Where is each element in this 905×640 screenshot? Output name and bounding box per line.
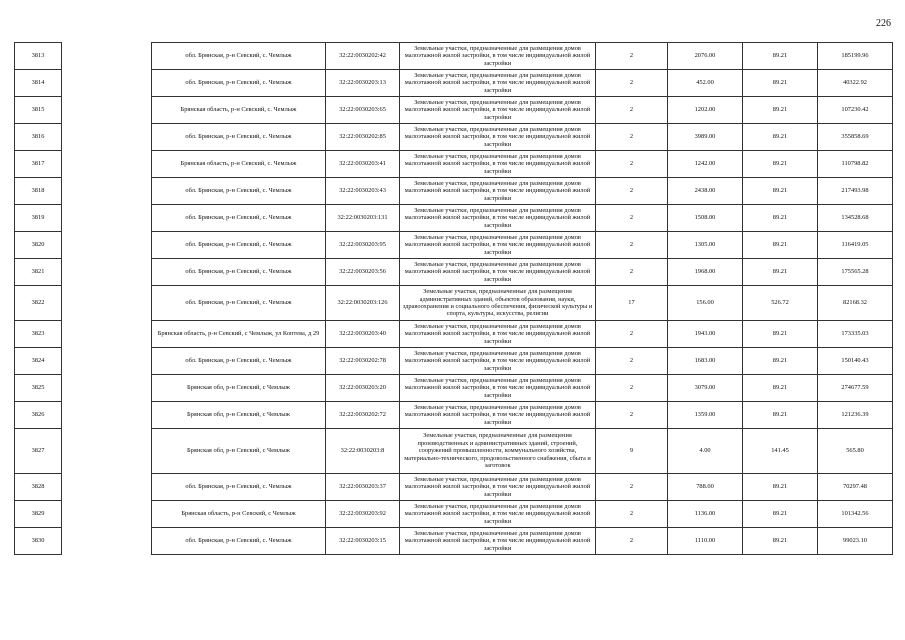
specific-value-cell: 89.21 bbox=[743, 528, 818, 555]
land-use-group-cell: 2 bbox=[596, 151, 668, 178]
spacer-cell bbox=[62, 348, 152, 375]
page-number: 226 bbox=[876, 18, 891, 29]
table-row bbox=[15, 97, 893, 124]
table-row bbox=[15, 402, 893, 429]
spacer-cell bbox=[62, 178, 152, 205]
cadastral-number-cell: 32:22:0030203:41 bbox=[326, 151, 400, 178]
row-number-cell: 3815 bbox=[15, 97, 62, 124]
cadastral-value-cell: 110798.82 bbox=[818, 151, 893, 178]
cadastral-value-cell: 70297.48 bbox=[818, 474, 893, 501]
land-use-description-cell: Земельные участки, предназначенные для размещения домов малоэтажной жилой застройки, в том числе индивидуальной жилой застройки bbox=[400, 43, 596, 70]
cadastral-value-cell: 99023.10 bbox=[818, 528, 893, 555]
specific-value-cell: 141.45 bbox=[743, 429, 818, 474]
specific-value-cell: 89.21 bbox=[743, 232, 818, 259]
cadastral-value-cell: 185199.96 bbox=[818, 43, 893, 70]
row-number-cell: 3829 bbox=[15, 501, 62, 528]
address-cell: Брянская обл, р-н Севский, с Чемлыж bbox=[152, 402, 326, 429]
land-use-description-cell: Земельные участки, предназначенные для размещения домов малоэтажной жилой застройки, в том числе индивидуальной жилой застройки bbox=[400, 178, 596, 205]
address-cell: обл. Брянская, р-н Севский, с. Чемлыж bbox=[152, 259, 326, 286]
row-number-cell: 3821 bbox=[15, 259, 62, 286]
cadastral-value-cell: 101342.56 bbox=[818, 501, 893, 528]
area-cell: 1242.00 bbox=[668, 151, 743, 178]
row-number-cell: 3813 bbox=[15, 43, 62, 70]
land-use-group-cell: 2 bbox=[596, 474, 668, 501]
specific-value-cell: 89.21 bbox=[743, 124, 818, 151]
specific-value-cell: 89.21 bbox=[743, 97, 818, 124]
land-use-group-cell: 17 bbox=[596, 286, 668, 321]
row-number-cell: 3825 bbox=[15, 375, 62, 402]
land-use-group-cell: 2 bbox=[596, 178, 668, 205]
land-use-group-cell: 2 bbox=[596, 97, 668, 124]
cadastral-value-cell: 217493.98 bbox=[818, 178, 893, 205]
land-use-description-cell: Земельные участки, предназначенные для размещения домов малоэтажной жилой застройки, в том числе индивидуальной жилой застройки bbox=[400, 151, 596, 178]
specific-value-cell: 89.21 bbox=[743, 205, 818, 232]
row-number-cell: 3830 bbox=[15, 528, 62, 555]
area-cell: 1359.00 bbox=[668, 402, 743, 429]
land-use-group-cell: 2 bbox=[596, 501, 668, 528]
table-row bbox=[15, 501, 893, 528]
land-use-description-cell: Земельные участки, предназначенные для размещения домов малоэтажной жилой застройки, в том числе индивидуальной жилой застройки bbox=[400, 259, 596, 286]
land-use-group-cell: 2 bbox=[596, 43, 668, 70]
table-row bbox=[15, 429, 893, 474]
address-cell: Брянская обл, р-н Севский, с Чемлыж bbox=[152, 429, 326, 474]
land-use-group-cell: 2 bbox=[596, 259, 668, 286]
table-row bbox=[15, 348, 893, 375]
land-use-description-cell: Земельные участки, предназначенные для размещения административных зданий, объектов образования, науки, здравоохранения и социального обеспечения, физической культуры и спорта, культуры, искусства, религии bbox=[400, 286, 596, 321]
address-cell: обл. Брянская, р-н Севский, с. Чемлыж bbox=[152, 178, 326, 205]
cadastral-value-cell: 134528.68 bbox=[818, 205, 893, 232]
specific-value-cell: 89.21 bbox=[743, 474, 818, 501]
row-number-cell: 3822 bbox=[15, 286, 62, 321]
land-use-description-cell: Земельные участки, предназначенные для размещения производственных и административных зданий, строений, сооружений промышленности, коммунального хозяйства, материально-технического, продовольственного снабжения, сбыта и заготовок bbox=[400, 429, 596, 474]
land-use-group-cell: 2 bbox=[596, 205, 668, 232]
address-cell: Брянская область, р-н Севский, с Чемлыж, ул Коптева, д 29 bbox=[152, 321, 326, 348]
cadastral-value-table bbox=[14, 42, 893, 555]
row-number-cell: 3819 bbox=[15, 205, 62, 232]
area-cell: 3079.00 bbox=[668, 375, 743, 402]
address-cell: обл. Брянская, р-н Севский, с. Чемлыж bbox=[152, 286, 326, 321]
cadastral-number-cell: 32:22:0030203:126 bbox=[326, 286, 400, 321]
land-use-group-cell: 2 bbox=[596, 124, 668, 151]
cadastral-value-cell: 107230.42 bbox=[818, 97, 893, 124]
specific-value-cell: 89.21 bbox=[743, 501, 818, 528]
area-cell: 788.00 bbox=[668, 474, 743, 501]
address-cell: Брянская область, р-н Севский, с. Чемлыж bbox=[152, 97, 326, 124]
cadastral-number-cell: 32:22:0030202:78 bbox=[326, 348, 400, 375]
specific-value-cell: 89.21 bbox=[743, 43, 818, 70]
cadastral-number-cell: 32:22:0030202:72 bbox=[326, 402, 400, 429]
land-use-description-cell: Земельные участки, предназначенные для размещения домов малоэтажной жилой застройки, в том числе индивидуальной жилой застройки bbox=[400, 232, 596, 259]
row-number-cell: 3816 bbox=[15, 124, 62, 151]
area-cell: 452.00 bbox=[668, 70, 743, 97]
spacer-cell bbox=[62, 70, 152, 97]
cadastral-value-cell: 274677.59 bbox=[818, 375, 893, 402]
spacer-cell bbox=[62, 528, 152, 555]
specific-value-cell: 89.21 bbox=[743, 151, 818, 178]
cadastral-number-cell: 32:22:0030203:43 bbox=[326, 178, 400, 205]
cadastral-value-cell: 173335.03 bbox=[818, 321, 893, 348]
specific-value-cell: 89.21 bbox=[743, 259, 818, 286]
row-number-cell: 3820 bbox=[15, 232, 62, 259]
spacer-cell bbox=[62, 124, 152, 151]
table-row bbox=[15, 286, 893, 321]
specific-value-cell: 526.72 bbox=[743, 286, 818, 321]
spacer-cell bbox=[62, 402, 152, 429]
spacer-cell bbox=[62, 286, 152, 321]
cadastral-value-cell: 121236.39 bbox=[818, 402, 893, 429]
cadastral-value-cell: 116419.05 bbox=[818, 232, 893, 259]
land-use-group-cell: 9 bbox=[596, 429, 668, 474]
cadastral-value-cell: 150140.43 bbox=[818, 348, 893, 375]
specific-value-cell: 89.21 bbox=[743, 321, 818, 348]
land-use-group-cell: 2 bbox=[596, 402, 668, 429]
address-cell: обл. Брянская, р-н Севский, с. Чемлыж bbox=[152, 528, 326, 555]
address-cell: Брянская область, р-н Севский, с Чемлыж bbox=[152, 501, 326, 528]
address-cell: обл. Брянская, р-н Севский, с. Чемлыж bbox=[152, 124, 326, 151]
row-number-cell: 3827 bbox=[15, 429, 62, 474]
area-cell: 3989.00 bbox=[668, 124, 743, 151]
table-row bbox=[15, 474, 893, 501]
cadastral-number-cell: 32:22:0030203:95 bbox=[326, 232, 400, 259]
area-cell: 1202.00 bbox=[668, 97, 743, 124]
specific-value-cell: 89.21 bbox=[743, 348, 818, 375]
address-cell: обл. Брянская, р-н Севский, с. Чемлыж bbox=[152, 232, 326, 259]
row-number-cell: 3818 bbox=[15, 178, 62, 205]
cadastral-value-cell: 355858.69 bbox=[818, 124, 893, 151]
cadastral-number-cell: 32:22:0030203:15 bbox=[326, 528, 400, 555]
cadastral-number-cell: 32:22:0030203:37 bbox=[326, 474, 400, 501]
cadastral-number-cell: 32:22:0030203:56 bbox=[326, 259, 400, 286]
area-cell: 156.00 bbox=[668, 286, 743, 321]
area-cell: 1136.00 bbox=[668, 501, 743, 528]
spacer-cell bbox=[62, 321, 152, 348]
spacer-cell bbox=[62, 501, 152, 528]
land-use-description-cell: Земельные участки, предназначенные для размещения домов малоэтажной жилой застройки, в том числе индивидуальной жилой застройки bbox=[400, 321, 596, 348]
table-row bbox=[15, 70, 893, 97]
land-use-description-cell: Земельные участки, предназначенные для размещения домов малоэтажной жилой застройки, в том числе индивидуальной жилой застройки bbox=[400, 70, 596, 97]
cadastral-number-cell: 32:22:0030202:42 bbox=[326, 43, 400, 70]
specific-value-cell: 89.21 bbox=[743, 375, 818, 402]
table-row bbox=[15, 375, 893, 402]
land-use-group-cell: 2 bbox=[596, 375, 668, 402]
area-cell: 1683.00 bbox=[668, 348, 743, 375]
table-row bbox=[15, 259, 893, 286]
land-use-group-cell: 2 bbox=[596, 321, 668, 348]
address-cell: Брянская область, р-н Севский, с. Чемлыж bbox=[152, 151, 326, 178]
row-number-cell: 3824 bbox=[15, 348, 62, 375]
specific-value-cell: 89.21 bbox=[743, 402, 818, 429]
cadastral-number-cell: 32:22:0030203:13 bbox=[326, 70, 400, 97]
cadastral-number-cell: 32:22:0030203:40 bbox=[326, 321, 400, 348]
land-use-group-cell: 2 bbox=[596, 348, 668, 375]
land-use-description-cell: Земельные участки, предназначенные для размещения домов малоэтажной жилой застройки, в том числе индивидуальной жилой застройки bbox=[400, 97, 596, 124]
area-cell: 2438.00 bbox=[668, 178, 743, 205]
spacer-cell bbox=[62, 43, 152, 70]
cadastral-value-cell: 565.80 bbox=[818, 429, 893, 474]
cadastral-number-cell: 32:22:0030203:131 bbox=[326, 205, 400, 232]
land-use-description-cell: Земельные участки, предназначенные для размещения домов малоэтажной жилой застройки, в том числе индивидуальной жилой застройки bbox=[400, 124, 596, 151]
table-row bbox=[15, 528, 893, 555]
spacer-cell bbox=[62, 375, 152, 402]
cadastral-number-cell: 32:22:0030203:92 bbox=[326, 501, 400, 528]
area-cell: 2076.00 bbox=[668, 43, 743, 70]
row-number-cell: 3826 bbox=[15, 402, 62, 429]
table-row bbox=[15, 321, 893, 348]
table-row bbox=[15, 151, 893, 178]
address-cell: обл. Брянская, р-н Севский, с. Чемлыж bbox=[152, 70, 326, 97]
spacer-cell bbox=[62, 259, 152, 286]
land-use-description-cell: Земельные участки, предназначенные для размещения домов малоэтажной жилой застройки, в том числе индивидуальной жилой застройки bbox=[400, 348, 596, 375]
address-cell: обл. Брянская, р-н Севский, с. Чемлыж bbox=[152, 43, 326, 70]
row-number-cell: 3814 bbox=[15, 70, 62, 97]
cadastral-value-cell: 82168.32 bbox=[818, 286, 893, 321]
land-use-group-cell: 2 bbox=[596, 528, 668, 555]
area-cell: 1110.00 bbox=[668, 528, 743, 555]
cadastral-value-cell: 175565.28 bbox=[818, 259, 893, 286]
area-cell: 1305.00 bbox=[668, 232, 743, 259]
land-use-description-cell: Земельные участки, предназначенные для размещения домов малоэтажной жилой застройки, в том числе индивидуальной жилой застройки bbox=[400, 501, 596, 528]
land-use-description-cell: Земельные участки, предназначенные для размещения домов малоэтажной жилой застройки, в том числе индивидуальной жилой застройки bbox=[400, 205, 596, 232]
table-row bbox=[15, 124, 893, 151]
area-cell: 4.00 bbox=[668, 429, 743, 474]
spacer-cell bbox=[62, 151, 152, 178]
spacer-cell bbox=[62, 205, 152, 232]
land-use-group-cell: 2 bbox=[596, 232, 668, 259]
table-row bbox=[15, 178, 893, 205]
area-cell: 1968.00 bbox=[668, 259, 743, 286]
table-row bbox=[15, 43, 893, 70]
spacer-cell bbox=[62, 97, 152, 124]
cadastral-number-cell: 32:22:0030203:20 bbox=[326, 375, 400, 402]
address-cell: Брянская обл, р-н Севский, с Чемлыж bbox=[152, 375, 326, 402]
specific-value-cell: 89.21 bbox=[743, 178, 818, 205]
address-cell: обл. Брянская, р-н Севский, с. Чемлыж bbox=[152, 348, 326, 375]
cadastral-number-cell: 32:22:0030203:65 bbox=[326, 97, 400, 124]
cadastral-number-cell: 32:22:0030203:8 bbox=[326, 429, 400, 474]
land-use-description-cell: Земельные участки, предназначенные для размещения домов малоэтажной жилой застройки, в том числе индивидуальной жилой застройки bbox=[400, 474, 596, 501]
cadastral-number-cell: 32:22:0030202:85 bbox=[326, 124, 400, 151]
table-row bbox=[15, 232, 893, 259]
spacer-cell bbox=[62, 429, 152, 474]
spacer-cell bbox=[62, 474, 152, 501]
land-use-group-cell: 2 bbox=[596, 70, 668, 97]
address-cell: обл. Брянская, р-н Севский, с. Чемлыж bbox=[152, 205, 326, 232]
table-body bbox=[15, 43, 893, 555]
area-cell: 1943.00 bbox=[668, 321, 743, 348]
specific-value-cell: 89.21 bbox=[743, 70, 818, 97]
table-row bbox=[15, 205, 893, 232]
land-use-description-cell: Земельные участки, предназначенные для размещения домов малоэтажной жилой застройки, в том числе индивидуальной жилой застройки bbox=[400, 528, 596, 555]
spacer-cell bbox=[62, 232, 152, 259]
row-number-cell: 3817 bbox=[15, 151, 62, 178]
land-use-description-cell: Земельные участки, предназначенные для размещения домов малоэтажной жилой застройки, в том числе индивидуальной жилой застройки bbox=[400, 375, 596, 402]
land-use-description-cell: Земельные участки, предназначенные для размещения домов малоэтажной жилой застройки, в том числе индивидуальной жилой застройки bbox=[400, 402, 596, 429]
area-cell: 1508.00 bbox=[668, 205, 743, 232]
row-number-cell: 3828 bbox=[15, 474, 62, 501]
address-cell: обл. Брянская, р-н Севский, с. Чемлыж bbox=[152, 474, 326, 501]
cadastral-value-cell: 40322.92 bbox=[818, 70, 893, 97]
row-number-cell: 3823 bbox=[15, 321, 62, 348]
